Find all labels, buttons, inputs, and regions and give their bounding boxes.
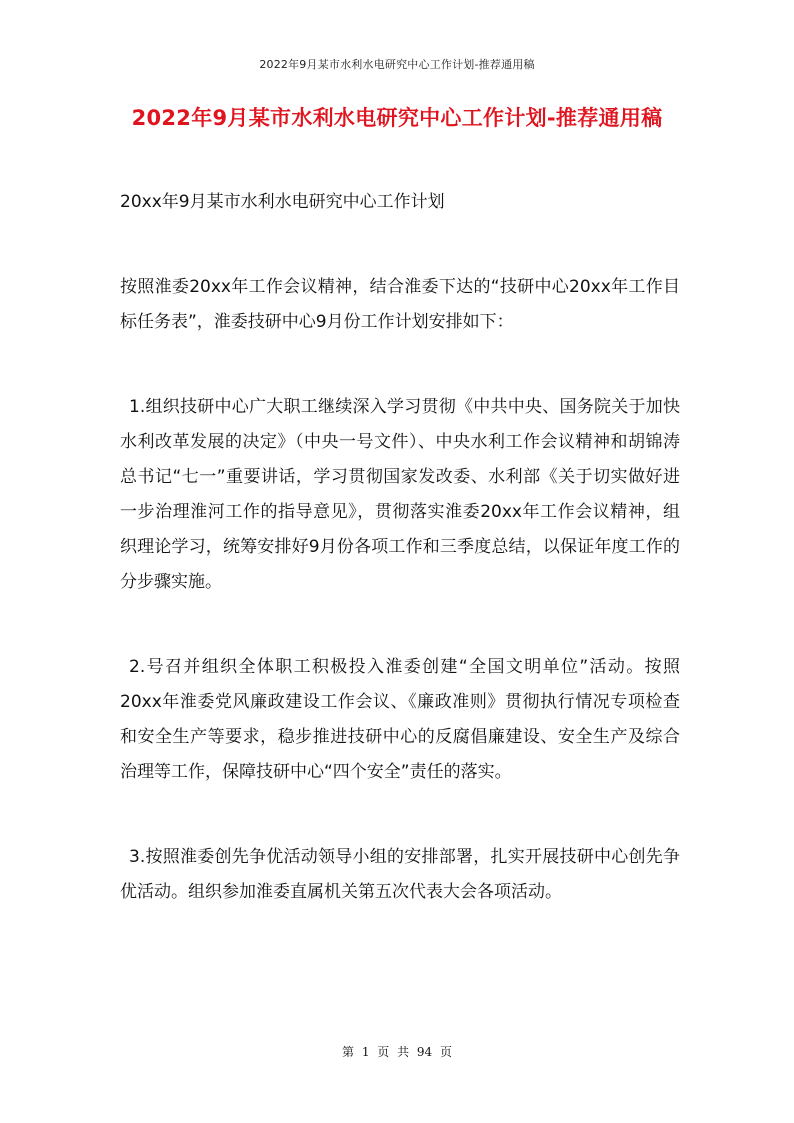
intro-paragraph: 按照淮委20xx年工作会议精神，结合淮委下达的“技研中心20xx年工作目标任务表”，淮委技研中心9月份工作计划安排如下： [120,277,680,332]
plan-item-2: 2.号召并组织全体职工积极投入淮委创建“全国文明单位”活动。按照20xx年淮委党风廉政建设工作会议、《廉政准则》贯彻执行情况专项检查和安全生产等要求，稳步推进技研中心的反腐倡廉建设、安全生产及综合治理等工作，保障技研中心“四个安全”责任的落实。 [120,657,680,782]
document-title: 2022年9月某市水利水电研究中心工作计划-推荐通用稿 [131,106,663,130]
plan-item-1: 1.组织技研中心广大职工继续深入学习贯彻《中共中央、国务院关于加快水利改革发展的决定》（中央一号文件）、中央水利工作会议精神和胡锦涛总书记“七一”重要讲话，学习贯彻国家发改委、水利部《关于切实做好进一步治理淮河工作的指导意见》，贯彻落实淮委20xx年工作会议精神，组织理论学习，统筹安排好9月份各项工作和三季度总结，以保证年度工作的分步骤实施。 [120,397,680,592]
running-header: 2022年9月某市水利水电研究中心工作计划-推荐通用稿 [259,58,535,71]
document-subtitle: 20xx年9月某市水利水电研究中心工作计划 [120,192,445,212]
page-number-footer: 第 1 页 共 94 页 [342,1045,452,1059]
document-body [120,185,680,910]
plan-item-3: 3.按照淮委创先争优活动领导小组的安排部署，扎实开展技研中心创先争优活动。组织参加淮委直属机关第五次代表大会各项活动。 [120,847,680,902]
